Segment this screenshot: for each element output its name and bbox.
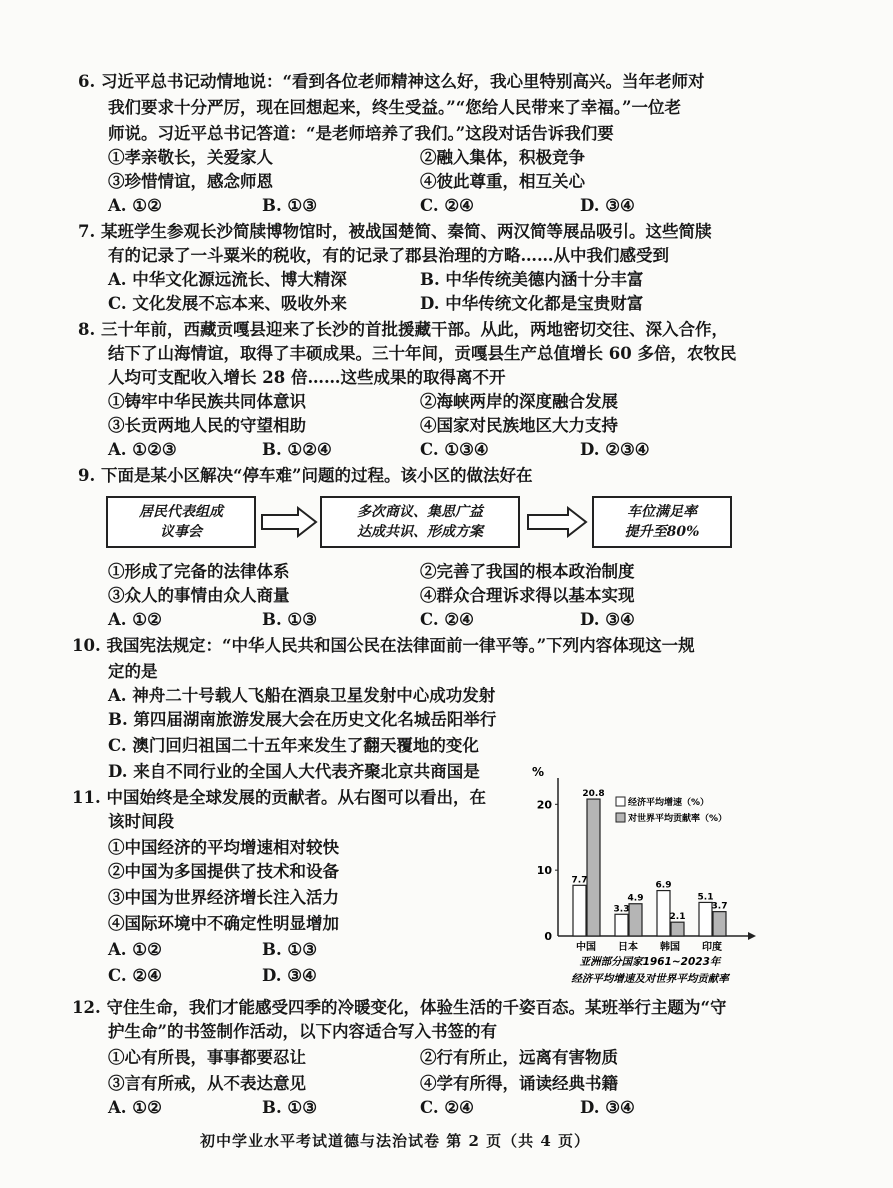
q6-option-4: ④彼此尊重，相互关心	[420, 172, 585, 191]
q7-stem-line2: 有的记录了一斗粟米的税收，有的记录了郡县治理的方略……从中我们感受到	[108, 246, 669, 265]
q9-option-2: ②完善了我国的根本政治制度	[420, 562, 635, 581]
flow-step-3-line2: 提升至80%	[624, 524, 700, 540]
legend-label-contribution: 对世界平均贡献率（%）	[628, 814, 728, 824]
q11-choice-c: C. ②④	[108, 966, 162, 985]
q8-option-2: ②海峡两岸的深度融合发展	[420, 392, 618, 411]
q7-stem-line1: 7. 某班学生参观长沙简牍博物馆时，被战国楚简、秦简、两汉简等展品吸引。这些简牍	[78, 222, 712, 241]
q12-choice-a: A. ①②	[108, 1098, 162, 1117]
bar-value-label-0-0: 7.7	[571, 875, 588, 886]
legend-swatch-growth	[616, 797, 625, 806]
q12-option-3: ③言有所戒，从不表达意见	[108, 1074, 306, 1093]
bar-1-1	[629, 904, 642, 936]
q9-option-3: ③众人的事情由众人商量	[108, 586, 290, 605]
flow-step-1-line1: 居民代表组成	[139, 504, 223, 520]
bar-2-1	[671, 922, 684, 936]
flow-step-2-line2: 达成共识、形成方案	[357, 524, 483, 540]
bar-value-label-3-1: 3.7	[711, 901, 728, 912]
q7-choice-c: C. 文化发展不忘本来、吸收外来	[108, 294, 347, 313]
q8-option-1: ①铸牢中华民族共同体意识	[108, 392, 306, 411]
legend-label-growth: 经济平均增速（%）	[628, 798, 710, 808]
q10-stem-line1: 10. 我国宪法规定：“中华人民共和国公民在法律面前一律平等。”下列内容体现这一规	[72, 636, 695, 655]
flow-step-3-line1: 车位满足率	[627, 504, 697, 520]
page-footer: 初中学业水平考试道德与法治试卷 第 2 页（共 4 页）	[200, 1132, 590, 1150]
bar-3-1	[713, 912, 726, 936]
category-label-2: 韩国	[660, 942, 680, 953]
q11-stem-line2: 该时间段	[108, 812, 174, 831]
flow-step-1-line2: 议事会	[160, 524, 202, 540]
q6-option-3: ③珍惜情谊，感念师恩	[108, 172, 273, 191]
q12-option-2: ②行有所止，远离有害物质	[420, 1048, 618, 1067]
q11-stem-line1: 11. 中国始终是全球发展的贡献者。从右图可以看出，在	[72, 788, 486, 807]
q8-choice-b: B. ①②④	[262, 440, 332, 459]
q10-choice-a: A. 神舟二十号载人飞船在酒泉卫星发射中心成功发射	[108, 686, 496, 705]
q6-stem-line2: 我们要求十分严厉，现在回想起来，终生受益。”“您给人民带来了幸福。”一位老	[108, 98, 681, 117]
bar-2-0	[657, 891, 670, 936]
q6-choice-a: A. ①②	[108, 196, 162, 215]
q11-choice-d: D. ③④	[262, 966, 317, 985]
bar-value-label-3-0: 5.1	[697, 892, 714, 903]
flow-step-2	[320, 496, 520, 548]
q8-stem-line1: 8. 三十年前，西藏贡嘎县迎来了长沙的首批援藏干部。从此，两地密切交往、深入合作，	[78, 320, 728, 339]
q6-choice-d: D. ③④	[580, 196, 635, 215]
bar-0-0	[573, 885, 586, 936]
category-label-1: 日本	[618, 942, 638, 953]
q12-option-1: ①心有所畏，事事都要忍让	[108, 1048, 306, 1067]
q8-stem-line2: 结下了山海情谊，取得了丰硕成果。三十年间，贡嘎县生产总值增长 60 多倍，农牧民	[108, 344, 737, 363]
q9-choice-c: C. ②④	[420, 610, 474, 629]
q10-choice-d: D. 来自不同行业的全国人大代表齐聚北京共商国是	[108, 762, 480, 781]
q12-choice-d: D. ③④	[580, 1098, 635, 1117]
q10-stem-line2: 定的是	[108, 662, 158, 681]
q12-choice-b: B. ①③	[262, 1098, 318, 1117]
q7-choice-b: B. 中华传统美德内涵十分丰富	[420, 270, 644, 289]
q12-option-4: ④学有所得，诵读经典书籍	[420, 1074, 618, 1093]
chart-caption-line2: 经济平均增速及对世界平均贡献率	[571, 973, 729, 985]
q10-choice-b: B. 第四届湖南旅游发展大会在历史文化名城岳阳举行	[108, 710, 497, 729]
q8-stem-line3: 人均可支配收入增长 28 倍……这些成果的取得离不开	[108, 368, 506, 387]
chart-y-axis-label: %	[532, 765, 545, 779]
q6-option-2: ②融入集体，积极竞争	[420, 148, 585, 167]
q8-option-3: ③长贡两地人民的守望相助	[108, 416, 306, 435]
q9-stem-line1: 9. 下面是某小区解决“停车难”问题的过程。该小区的做法好在	[78, 466, 533, 485]
y-tick-label-2: 20	[536, 798, 552, 812]
flow-step-3	[592, 496, 732, 548]
q9-choice-b: B. ①③	[262, 610, 318, 629]
bar-3-0	[699, 902, 712, 936]
flow-step-1	[106, 496, 256, 548]
growth-bar-chart	[520, 760, 760, 990]
q8-option-4: ④国家对民族地区大力支持	[420, 416, 618, 435]
bar-value-label-0-1: 20.8	[582, 789, 605, 800]
q6-stem-line3: 师说。习近平总书记答道：“是老师培养了我们。”这段对话告诉我们要	[108, 124, 614, 143]
flow-arrow-1	[260, 506, 318, 538]
q6-option-1: ①孝亲敬长，关爱家人	[108, 148, 273, 167]
bar-1-0	[615, 914, 628, 936]
y-tick-label-0: 0	[544, 930, 552, 943]
q11-choice-b: B. ①③	[262, 940, 318, 959]
q8-choice-a: A. ①②③	[108, 440, 177, 459]
flow-step-2-line1: 多次商议、集思广益	[357, 504, 483, 520]
q9-option-4: ④群众合理诉求得以基本实现	[420, 586, 635, 605]
q7-choice-d: D. 中华传统文化都是宝贵财富	[420, 294, 644, 313]
q9-option-1: ①形成了完备的法律体系	[108, 562, 290, 581]
q9-choice-d: D. ③④	[580, 610, 635, 629]
q11-option-2: ②中国为多国提供了技术和设备	[108, 862, 339, 881]
q9-choice-a: A. ①②	[108, 610, 162, 629]
bar-value-label-2-0: 6.9	[655, 880, 672, 891]
q12-choice-c: C. ②④	[420, 1098, 474, 1117]
q7-choice-a: A. 中华文化源远流长、博大精深	[108, 270, 347, 289]
q12-stem-line2: 护生命”的书签制作活动，以下内容适合写入书签的有	[108, 1022, 497, 1041]
q11-option-1: ①中国经济的平均增速相对较快	[108, 838, 339, 857]
bar-0-1	[587, 799, 600, 936]
category-label-3: 印度	[702, 942, 722, 953]
bar-value-label-1-1: 4.9	[627, 893, 644, 904]
chart-caption-line1: 亚洲部分国家1961~2023年	[579, 956, 721, 968]
q8-choice-c: C. ①③④	[420, 440, 489, 459]
q6-choice-c: C. ②④	[420, 196, 474, 215]
q6-stem-line1: 6. 习近平总书记动情地说：“看到各位老师精神这么好，我心里特别高兴。当年老师对	[78, 72, 705, 91]
q8-choice-d: D. ②③④	[580, 440, 650, 459]
bar-value-label-2-1: 2.1	[669, 912, 686, 923]
legend-swatch-contribution	[616, 813, 625, 822]
q12-stem-line1: 12. 守住生命，我们才能感受四季的冷暖变化，体验生活的千姿百态。某班举行主题为“守	[72, 998, 727, 1017]
category-label-0: 中国	[576, 942, 596, 953]
chart-x-axis-arrow	[748, 932, 756, 940]
q11-option-4: ④国际环境中不确定性明显增加	[108, 914, 339, 933]
q11-option-3: ③中国为世界经济增长注入活力	[108, 888, 339, 907]
q10-choice-c: C. 澳门回归祖国二十五年来发生了翻天覆地的变化	[108, 736, 479, 755]
bar-value-label-1-0: 3.3	[613, 904, 630, 915]
flow-arrow-2	[526, 506, 588, 538]
y-tick-label-1: 10	[536, 864, 552, 878]
q11-choice-a: A. ①②	[108, 940, 162, 959]
q6-choice-b: B. ①③	[262, 196, 318, 215]
